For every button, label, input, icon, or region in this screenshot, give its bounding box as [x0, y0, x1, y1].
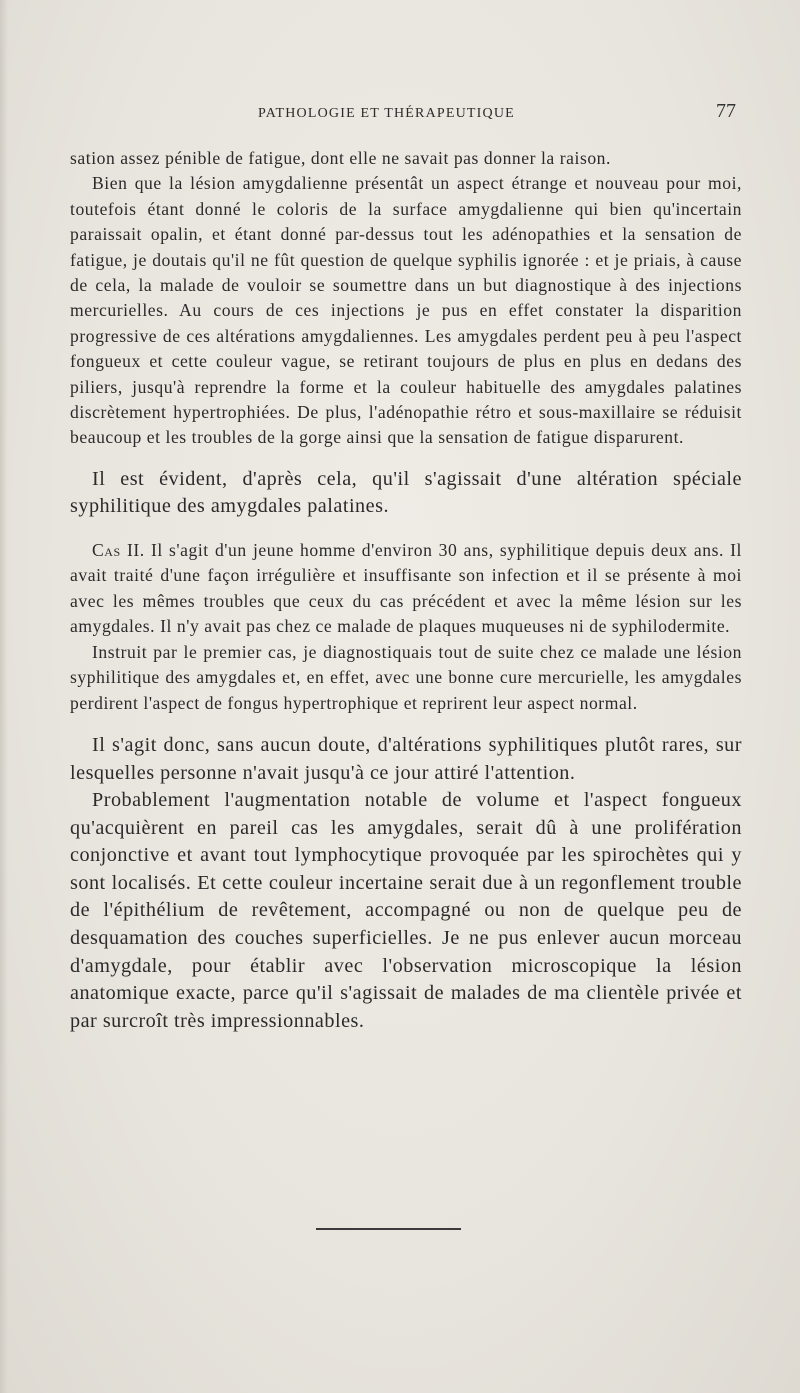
body-text: [70, 146, 742, 1035]
paragraph-continuation: sation assez pénible de fatigue, dont elle ne savait pas donner la raison.: [70, 148, 611, 168]
text-section-small-1: [70, 146, 742, 451]
page-edge-shadow: [0, 0, 8, 1393]
paragraph-case-two-treatment: Instruit par le premier cas, je diagnostiquais tout de suite chez ce malade une lésion syphilitique des amygdales et, en effet, avec une bonne cure mercurielle, les amygdales perdirent l'aspect de fongus hypertrophique et reprirent leur aspect normal.: [70, 641, 742, 713]
page-header: [70, 100, 742, 128]
text-section-large-2: [70, 732, 742, 1036]
case-label: Cas: [92, 540, 121, 561]
running-head: PATHOLOGIE ET THÉRAPEUTIQUE: [258, 106, 515, 121]
end-rule: [316, 1228, 461, 1230]
paragraph-case-two: Cas II. Il s'agit d'un jeune homme d'environ 30 ans, syphilitique depuis deux ans. Il avait traité d'une façon irrégulière et insuffisante son infection et il se présente à moi avec les mêmes troubles que ceux du cas précédent et avec la même lésion sur les amygdales. Il n'y avait pas chez ce malade de plaques muqueuses ni de syphilodermite.: [70, 540, 742, 637]
paragraph-summary: Il s'agit donc, sans aucun doute, d'altérations syphilitiques plutôt rares, sur lesquelles personne n'avait jusqu'à ce jour attiré l'attention.: [70, 733, 742, 784]
paragraph-case-one-discussion: Bien que la lésion amygdalienne présentât un aspect étrange et nouveau pour moi, toutefois étant donné le coloris de la surface amygdalienne qui bien qu'incertain paraissait opalin, et étant donné par-dessus tout les adénopathies et la sensation de fatigue, je doutais qu'il ne fût question de quelque syphilis ignorée : et je priais, à cause de cela, la malade de vouloir se soumettre dans un but diagnostique à des injections mercurielles. Au cours de ces injections je pus en effet constater la disparition progressive de ces altérations amygdaliennes. Les amygdales perdent peu à peu l'aspect fongueux et cette couleur vague, se retirant toujours de plus en plus en dedans des piliers, jusqu'à reprendre la forme et la couleur habituelle des amygdales palatines discrètement hypertrophiées. De plus, l'adénopathie rétro et sous-maxillaire se réduisit beaucoup et les troubles de la gorge ainsi que la sensation de fatigue disparurent.: [70, 173, 742, 448]
text-section-large-1: [70, 466, 742, 521]
paragraph-conclusion-one: Il est évident, d'après cela, qu'il s'agissait d'une altération spéciale syphilitique des amygdales palatines.: [70, 467, 742, 518]
text-section-small-2: [70, 538, 742, 716]
page-number: 77: [716, 100, 736, 122]
paragraph-hypothesis: Probablement l'augmentation notable de volume et l'aspect fongueux qu'acquièrent en pareil cas les amygdales, serait dû à une prolifération conjonctive et avant tout lymphocytique provoquée par les spirochètes qui y sont localisés. Et cette couleur incertaine serait due à un regonflement trouble de l'épithélium de revêtement, accompagné ou non de quelque peu de desquamation des couches superficielles. Je ne pus enlever aucun morceau d'amygdale, pour établir avec l'observation microscopique la lésion anatomique exacte, parce qu'il s'agissait de malades de ma clientèle privée et par surcroît très impressionnables.: [70, 789, 742, 1032]
